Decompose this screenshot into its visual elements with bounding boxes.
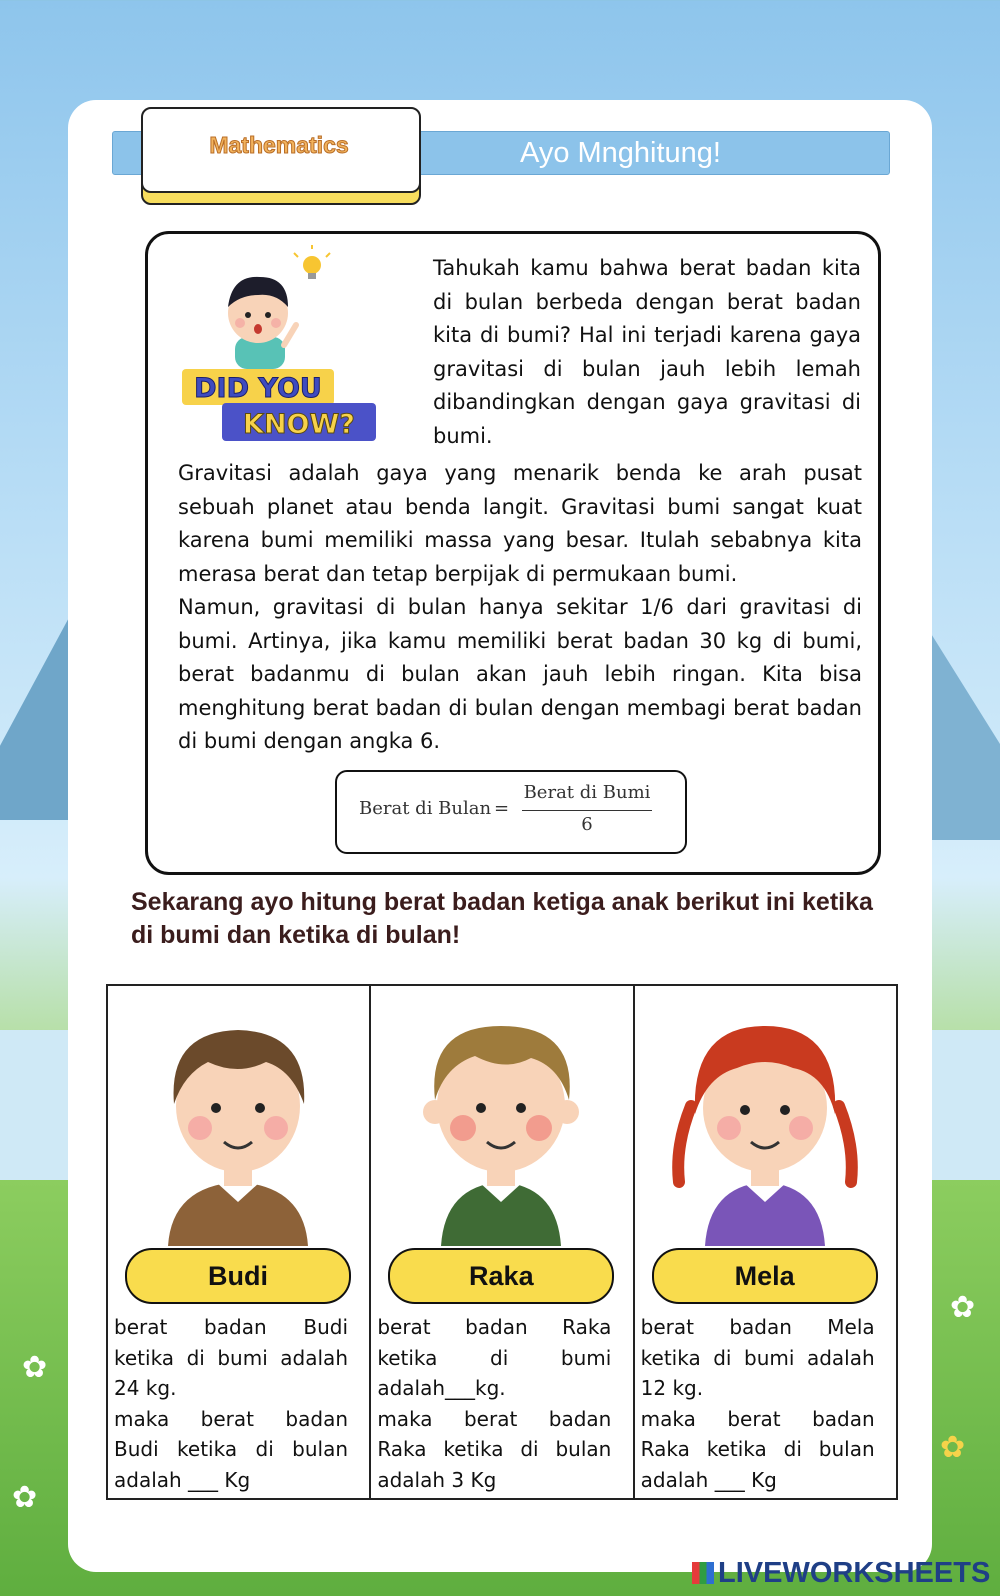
kid-question — [641, 1312, 875, 1495]
subject-label: Mathematics — [209, 132, 349, 158]
boy-raka-avatar — [401, 996, 601, 1246]
kids-table — [106, 984, 898, 1500]
kid-question — [377, 1312, 611, 1495]
did-you-know-line1: DID YOU — [194, 373, 322, 404]
girl-mela-avatar — [665, 996, 865, 1246]
page-title: Ayo Mnghitung! — [520, 137, 721, 169]
moon-weight-text: maka berat badan Budi ketika di bulan adalah ___ Kg — [114, 1406, 348, 1492]
flower-icon: ✿ — [12, 1480, 38, 1515]
explanation-text — [178, 457, 862, 759]
name-label: Mela — [652, 1248, 878, 1304]
did-you-know-line2: KNOW? — [243, 409, 355, 440]
formula-numerator: Berat di Bumi — [523, 782, 651, 803]
liveworksheets-logo-icon — [692, 1562, 714, 1584]
did-you-know-illustration — [180, 245, 390, 445]
kid-card-budi — [108, 986, 371, 1498]
watermark-text: LIVEWORKSHEETS — [718, 1557, 991, 1589]
formula-denominator: 6 — [581, 814, 593, 835]
kid-question — [114, 1312, 348, 1495]
moon-weight-text: maka berat badan Raka ketika di bulan adalah ___ Kg — [640, 1406, 875, 1492]
formula-left: Berat di Bulan — [359, 798, 492, 819]
earth-weight-text: berat badan Mela ketika di bumi adalah 12 kg. — [640, 1315, 875, 1400]
formula-equals: = — [494, 798, 510, 819]
lightbulb-icon — [294, 245, 330, 279]
kid-card-mela — [635, 986, 896, 1498]
kid-card-raka — [371, 986, 634, 1498]
flower-icon: ✿ — [940, 1430, 966, 1465]
name-label: Budi — [125, 1248, 351, 1304]
liveworksheets-watermark[interactable] — [692, 1556, 994, 1590]
instruction-text: Sekarang ayo hitung berat badan ketiga anak berikut ini ketika di bumi dan ketika di bulan! — [131, 888, 873, 949]
flower-icon: ✿ — [22, 1350, 48, 1385]
name-label: Raka — [388, 1248, 614, 1304]
earth-weight-text: berat badan Raka ketika di bumi adalah___kg. — [377, 1315, 612, 1400]
fraction-bar — [522, 810, 652, 811]
boy-budi-avatar — [138, 996, 338, 1246]
formula-box — [335, 770, 687, 854]
flower-icon: ✿ — [950, 1290, 976, 1325]
moon-weight-text: maka berat badan Raka ketika di bulan adalah 3 Kg — [377, 1406, 612, 1492]
intro-text: Tahukah kamu bahwa berat badan kita di bulan berbeda dengan berat badan kita di bumi? Hal ini terjadi karena gaya gravitasi di bulan jauh lebih lemah dibandingkan dengan gaya gravitasi di bumi. — [433, 256, 861, 448]
paragraph-moon: Namun, gravitasi di bulan hanya sekitar 1/6 dari gravitasi di bumi. Artinya, jika kamu memiliki berat badan 30 kg di bumi, berat badanmu di bulan akan jauh lebih ringan. Kita bisa menghitung berat badan di bulan dengan membagi berat badan di bumi dengan angka 6. — [178, 595, 862, 753]
paragraph-gravity: Gravitasi adalah gaya yang menarik benda ke arah pusat sebuah planet atau benda langit. Gravitasi bumi sangat kuat karena bumi memiliki massa yang besar. Itulah sebabnya kita merasa berat dan tetap berpijak di permukaan bumi. — [178, 461, 862, 586]
earth-weight-text: berat badan Budi ketika di bumi adalah 24 kg. — [114, 1315, 348, 1400]
